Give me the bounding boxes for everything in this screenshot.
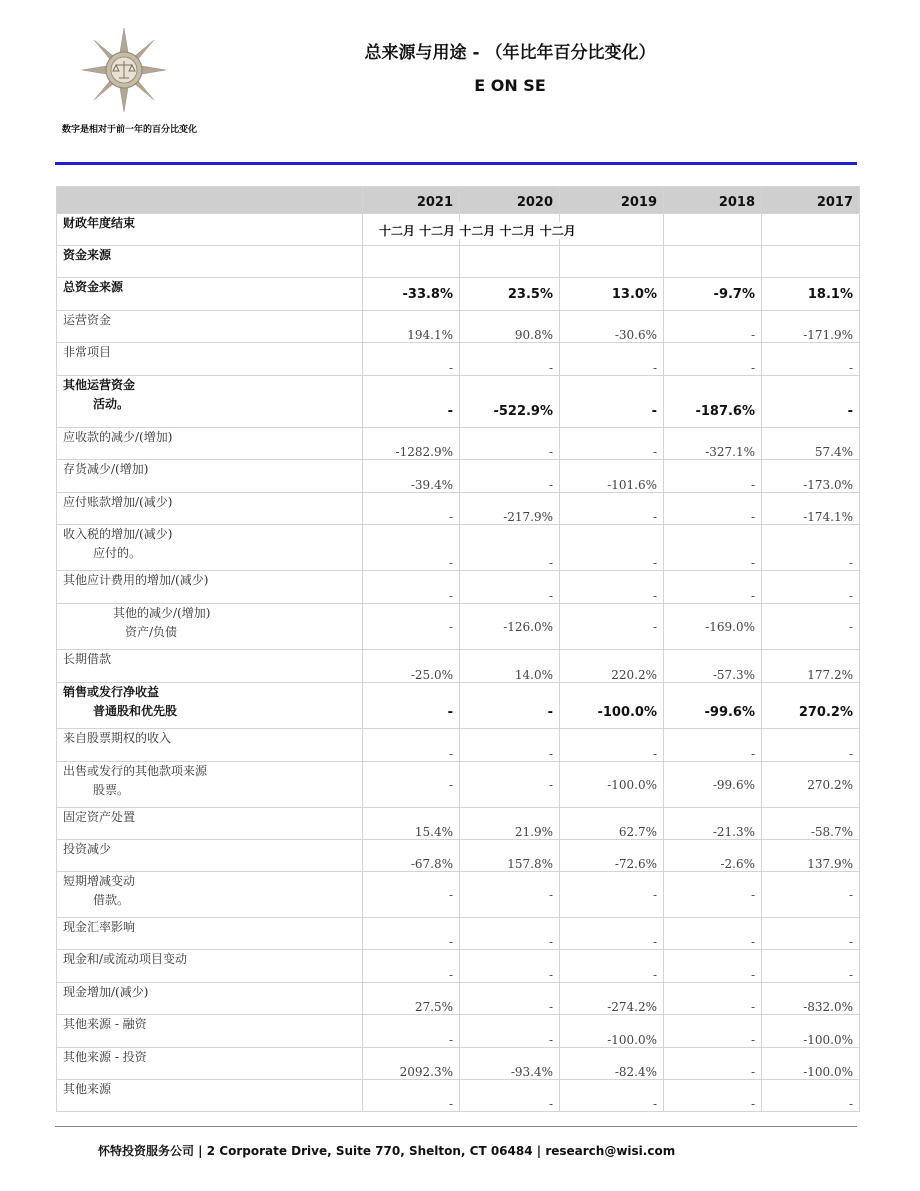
value-cell: - xyxy=(762,571,860,604)
company-name: E ON SE xyxy=(474,76,546,95)
value-cell: - xyxy=(560,376,664,428)
table-header-row xyxy=(57,187,860,214)
table-row xyxy=(57,246,860,278)
value-cell: -99.6% xyxy=(664,762,762,808)
value-cell: - xyxy=(460,428,560,460)
value-cell: 57.4% xyxy=(762,428,860,460)
value-cell: 157.8% xyxy=(460,840,560,872)
sources-uses-table xyxy=(56,186,860,1112)
table-row xyxy=(57,604,860,650)
value-cell: -21.3% xyxy=(664,808,762,840)
row-label: 投资减少 xyxy=(57,840,363,872)
value-cell: - xyxy=(762,343,860,376)
row-label: 应收款的减少/(增加) xyxy=(57,428,363,460)
value-cell: - xyxy=(460,343,560,376)
value-cell: - xyxy=(363,872,460,918)
value-cell: -522.9% xyxy=(460,376,560,428)
header-divider xyxy=(55,162,857,165)
value-cell: - xyxy=(560,1080,664,1112)
value-cell: 220.2% xyxy=(560,650,664,683)
value-cell: - xyxy=(363,571,460,604)
value-cell: -832.0% xyxy=(762,983,860,1015)
value-cell: - xyxy=(460,1015,560,1048)
value-cell: - xyxy=(460,1080,560,1112)
value-cell: -100.0% xyxy=(762,1015,860,1048)
value-cell: - xyxy=(762,376,860,428)
table-row xyxy=(57,311,860,343)
value-cell: -67.8% xyxy=(363,840,460,872)
value-cell: -101.6% xyxy=(560,460,664,493)
year-header: 2017 xyxy=(762,187,860,214)
value-cell: -2.6% xyxy=(664,840,762,872)
value-cell: - xyxy=(664,729,762,762)
value-cell: 13.0% xyxy=(560,278,664,311)
row-label: 现金和/或流动项目变动 xyxy=(57,950,363,983)
value-cell: -174.1% xyxy=(762,493,860,525)
value-cell: - xyxy=(560,525,664,571)
row-label: 其他的减少/(增加) 资产/负债 xyxy=(57,604,363,650)
row-label: 现金汇率影响 xyxy=(57,918,363,950)
value-cell: -100.0% xyxy=(560,1015,664,1048)
value-cell: - xyxy=(762,729,860,762)
value-cell: -93.4% xyxy=(460,1048,560,1080)
value-cell: - xyxy=(560,343,664,376)
table-row xyxy=(57,683,860,729)
table-row xyxy=(57,428,860,460)
value-cell: - xyxy=(664,493,762,525)
row-label: 非常项目 xyxy=(57,343,363,376)
value-cell: -33.8% xyxy=(363,278,460,311)
value-cell: -173.0% xyxy=(762,460,860,493)
year-header: 2019 xyxy=(560,187,664,214)
table-row xyxy=(57,729,860,762)
value-cell: - xyxy=(762,918,860,950)
value-cell: - xyxy=(460,683,560,729)
value-cell: - xyxy=(363,376,460,428)
value-cell: -169.0% xyxy=(664,604,762,650)
value-cell: -217.9% xyxy=(460,493,560,525)
row-label: 其他来源 - 投资 xyxy=(57,1048,363,1080)
table-row xyxy=(57,1048,860,1080)
table-row xyxy=(57,525,860,571)
table-row xyxy=(57,493,860,525)
table-row xyxy=(57,343,860,376)
value-cell: 14.0% xyxy=(460,650,560,683)
value-cell: - xyxy=(363,1015,460,1048)
row-label: 存货减少/(增加) xyxy=(57,460,363,493)
value-cell: - xyxy=(664,343,762,376)
row-label: 资金来源 xyxy=(57,246,363,278)
row-label: 其他来源 - 融资 xyxy=(57,1015,363,1048)
value-cell: - xyxy=(560,428,664,460)
value-cell: -1282.9% xyxy=(363,428,460,460)
value-cell: - xyxy=(560,493,664,525)
row-label: 其他来源 xyxy=(57,1080,363,1112)
row-label: 销售或发行净收益 普通股和优先股 xyxy=(57,683,363,729)
row-label: 运营资金 xyxy=(57,311,363,343)
value-cell: - xyxy=(460,571,560,604)
value-cell: - xyxy=(363,1080,460,1112)
value-cell: -274.2% xyxy=(560,983,664,1015)
footer-divider xyxy=(55,1126,857,1127)
table-row xyxy=(57,571,860,604)
value-cell: -82.4% xyxy=(560,1048,664,1080)
value-cell: 27.5% xyxy=(363,983,460,1015)
value-cell: 137.9% xyxy=(762,840,860,872)
value-cell: - xyxy=(460,918,560,950)
value-cell: 194.1% xyxy=(363,311,460,343)
value-cell: - xyxy=(762,525,860,571)
table-row xyxy=(57,983,860,1015)
value-cell: - xyxy=(460,983,560,1015)
value-cell: - xyxy=(560,729,664,762)
value-cell: 15.4% xyxy=(363,808,460,840)
value-cell: - xyxy=(363,762,460,808)
table-row xyxy=(57,840,860,872)
table-row xyxy=(57,1015,860,1048)
value-cell: -100.0% xyxy=(762,1048,860,1080)
value-cell: - xyxy=(460,872,560,918)
value-cell: - xyxy=(664,1015,762,1048)
value-cell: - xyxy=(762,872,860,918)
value-cell: - xyxy=(363,950,460,983)
table-row xyxy=(57,918,860,950)
value-cell: - xyxy=(560,918,664,950)
row-label: 短期增减变动 借款。 xyxy=(57,872,363,918)
value-cell: - xyxy=(460,460,560,493)
value-cell: - xyxy=(664,525,762,571)
value-cell: -39.4% xyxy=(363,460,460,493)
value-cell: - xyxy=(460,950,560,983)
value-cell: 2092.3% xyxy=(363,1048,460,1080)
value-cell: - xyxy=(664,983,762,1015)
value-cell: 62.7% xyxy=(560,808,664,840)
fiscal-year-months: 十二月 十二月 十二月 十二月 十二月 xyxy=(379,224,576,238)
value-cell: 23.5% xyxy=(460,278,560,311)
value-cell: -99.6% xyxy=(664,683,762,729)
value-cell: - xyxy=(363,683,460,729)
table-row xyxy=(57,278,860,311)
value-cell: - xyxy=(363,604,460,650)
page-title: 总来源与用途 - （年比年百分比变化） xyxy=(364,43,656,63)
value-cell: - xyxy=(460,762,560,808)
value-cell: - xyxy=(363,525,460,571)
value-cell: - xyxy=(762,604,860,650)
value-cell: - xyxy=(664,1048,762,1080)
value-cell: -187.6% xyxy=(664,376,762,428)
row-label: 固定资产处置 xyxy=(57,808,363,840)
table-row xyxy=(57,950,860,983)
value-cell: -327.1% xyxy=(664,428,762,460)
value-cell: - xyxy=(664,918,762,950)
value-cell: -30.6% xyxy=(560,311,664,343)
value-cell: - xyxy=(460,525,560,571)
row-label: 出售或发行的其他款项来源 股票。 xyxy=(57,762,363,808)
row-label: 长期借款 xyxy=(57,650,363,683)
table-row xyxy=(57,1080,860,1112)
value-cell: 90.8% xyxy=(460,311,560,343)
value-cell: - xyxy=(664,571,762,604)
header-note: 数字是相对于前一年的百分比变化 xyxy=(62,125,198,135)
value-cell: -100.0% xyxy=(560,683,664,729)
table-row xyxy=(57,872,860,918)
value-cell: - xyxy=(664,460,762,493)
compass-star-seal-icon xyxy=(82,28,166,112)
footer-contact: 怀特投资服务公司 | 2 Corporate Drive, Suite 770, Shelton, CT 06484 | research@wisi.com xyxy=(98,1144,676,1158)
value-cell: -100.0% xyxy=(560,762,664,808)
value-cell: - xyxy=(363,918,460,950)
table-row xyxy=(57,650,860,683)
value-cell: - xyxy=(664,950,762,983)
value-cell: - xyxy=(560,571,664,604)
row-label: 应付账款增加/(减少) xyxy=(57,493,363,525)
value-cell: - xyxy=(762,1080,860,1112)
value-cell: -171.9% xyxy=(762,311,860,343)
value-cell: 270.2% xyxy=(762,762,860,808)
table-row xyxy=(57,376,860,428)
table-row xyxy=(57,762,860,808)
row-label: 其他应计费用的增加/(减少) xyxy=(57,571,363,604)
value-cell: - xyxy=(363,729,460,762)
value-cell: - xyxy=(363,343,460,376)
table-row xyxy=(57,460,860,493)
value-cell: -126.0% xyxy=(460,604,560,650)
row-label: 其他运营资金 活动。 xyxy=(57,376,363,428)
value-cell: - xyxy=(560,950,664,983)
row-label: 现金增加/(减少) xyxy=(57,983,363,1015)
year-header: 2021 xyxy=(363,187,460,214)
value-cell: 177.2% xyxy=(762,650,860,683)
row-label: 财政年度结束 xyxy=(57,214,363,246)
row-label: 收入税的增加/(减少) 应付的。 xyxy=(57,525,363,571)
row-label: 来自股票期权的收入 xyxy=(57,729,363,762)
value-cell: -9.7% xyxy=(664,278,762,311)
value-cell: - xyxy=(460,729,560,762)
year-header: 2018 xyxy=(664,187,762,214)
value-cell: -72.6% xyxy=(560,840,664,872)
value-cell: -58.7% xyxy=(762,808,860,840)
value-cell: -25.0% xyxy=(363,650,460,683)
value-cell: - xyxy=(664,872,762,918)
table-row xyxy=(57,808,860,840)
value-cell: 18.1% xyxy=(762,278,860,311)
value-cell: - xyxy=(363,493,460,525)
value-cell: - xyxy=(762,950,860,983)
year-header: 2020 xyxy=(460,187,560,214)
value-cell: 21.9% xyxy=(460,808,560,840)
row-label: 总资金来源 xyxy=(57,278,363,311)
value-cell: - xyxy=(664,311,762,343)
value-cell: -57.3% xyxy=(664,650,762,683)
value-cell: 270.2% xyxy=(762,683,860,729)
header-label-cell xyxy=(57,187,363,214)
value-cell: - xyxy=(560,872,664,918)
value-cell: - xyxy=(664,1080,762,1112)
value-cell: - xyxy=(560,604,664,650)
